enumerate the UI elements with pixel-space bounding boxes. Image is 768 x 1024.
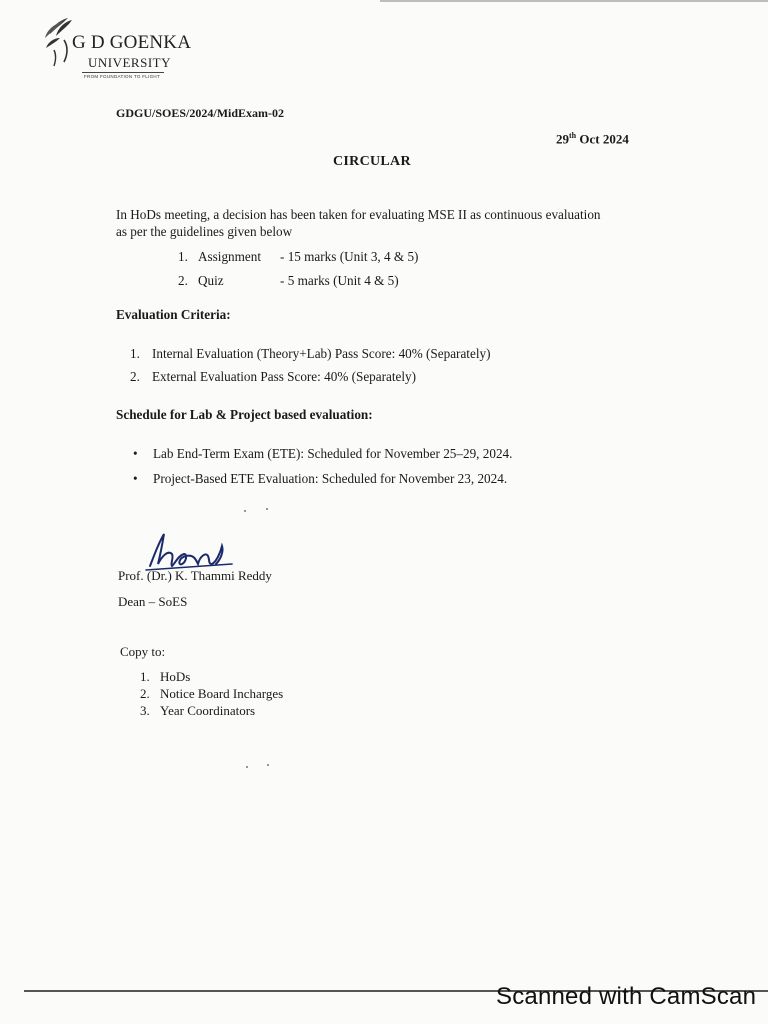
scan-speck	[267, 764, 269, 766]
component-label: Quiz	[198, 273, 224, 288]
intro-line: In HoDs meeting, a decision has been taken for evaluating MSE II as continuous evaluation	[116, 207, 601, 222]
list-item	[140, 669, 190, 685]
criteria-text: External Evaluation Pass Score: 40% (Separately)	[152, 369, 417, 384]
list-number: 1.	[178, 249, 188, 264]
copy-to-heading: Copy to:	[120, 644, 166, 659]
intro-paragraph	[116, 206, 601, 240]
scan-speck	[266, 508, 268, 510]
list-number: 2.	[178, 273, 188, 288]
scan-speck	[246, 766, 248, 768]
copy-recipient: HoDs	[160, 669, 191, 684]
list-item	[130, 346, 490, 362]
criteria-text: Internal Evaluation (Theory+Lab) Pass Score: 40% (Separately)	[152, 346, 491, 361]
component-detail: - 15 marks (Unit 3, 4 & 5)	[280, 249, 419, 264]
scan-speck	[244, 510, 246, 512]
bullet-icon: •	[133, 471, 138, 486]
logo-divider	[82, 72, 164, 73]
university-logo	[42, 14, 192, 84]
list-item	[133, 471, 507, 487]
date-suffix: th	[569, 131, 577, 140]
logo-name: G D GOENKA	[72, 32, 192, 53]
section-heading: Evaluation Criteria:	[116, 307, 231, 322]
list-item	[133, 446, 512, 462]
list-item	[178, 273, 399, 289]
component-label: Assignment	[198, 249, 262, 264]
component-detail: - 5 marks (Unit 4 & 5)	[280, 273, 399, 288]
logo-tagline: FROM FOUNDATION TO FLIGHT	[84, 74, 160, 79]
section-heading: Schedule for Lab & Project based evaluation:	[116, 407, 373, 422]
list-number: 3.	[140, 703, 150, 718]
schedule-text: Project-Based ETE Evaluation: Scheduled for November 23, 2024.	[153, 471, 508, 486]
scanner-watermark: Scanned with CamScan	[496, 983, 757, 1010]
list-number: 1.	[140, 669, 150, 684]
list-item	[178, 249, 418, 265]
scan-edge-top	[380, 0, 768, 2]
list-item	[140, 703, 255, 719]
date-month-year: Oct 2024	[576, 131, 629, 147]
leaf-emblem-icon	[42, 16, 76, 68]
signature-image	[142, 526, 238, 572]
circular-date	[556, 131, 629, 147]
list-item	[140, 686, 283, 702]
signatory-name: Prof. (Dr.) K. Thammi Reddy	[118, 568, 272, 583]
signatory-title: Dean – SoES	[118, 594, 188, 609]
list-number: 2.	[140, 686, 150, 701]
list-number: 1.	[130, 346, 140, 361]
list-item	[130, 369, 416, 385]
logo-subtitle: UNIVERSITY	[88, 55, 171, 70]
list-number: 2.	[130, 369, 140, 384]
bullet-icon: •	[133, 446, 138, 461]
copy-recipient: Year Coordinators	[160, 703, 256, 718]
date-day: 29	[556, 131, 569, 147]
copy-recipient: Notice Board Incharges	[160, 686, 284, 701]
reference-number: GDGU/SOES/2024/MidExam-02	[116, 106, 285, 120]
page-title: CIRCULAR	[333, 154, 411, 169]
intro-line: as per the guidelines given below	[116, 224, 293, 239]
schedule-text: Lab End-Term Exam (ETE): Scheduled for November 25–29, 2024.	[153, 446, 513, 461]
